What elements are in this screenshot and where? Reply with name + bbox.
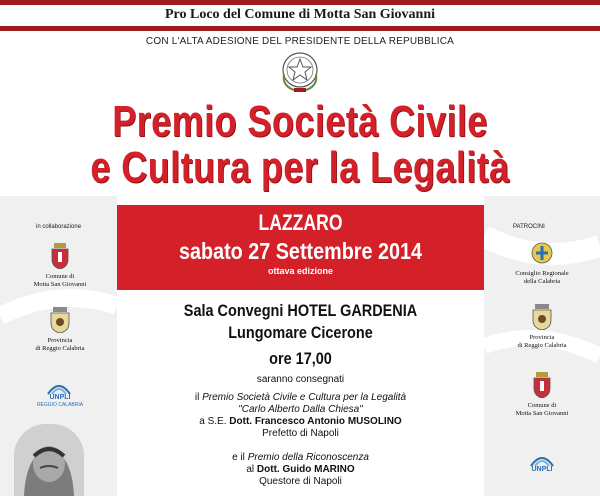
event-time: ore 17,00 bbox=[269, 349, 332, 368]
award-2-role: Questore di Napoli bbox=[259, 476, 342, 487]
left-crest-caption-2: Motta San Giovanni bbox=[33, 281, 87, 288]
award-2-recipient-line bbox=[117, 464, 484, 475]
portrait-photo bbox=[14, 424, 84, 496]
event-place: LAZZARO bbox=[258, 210, 343, 235]
right-comune-caption-2: Motta San Giovanni bbox=[515, 410, 569, 417]
award-2-prefix: e il bbox=[232, 452, 245, 463]
coat-of-arms-icon bbox=[49, 307, 71, 333]
venue-line-2: Lungomare Cicerone bbox=[228, 323, 373, 342]
venue-line-1: Sala Convegni HOTEL GARDENIA bbox=[183, 301, 418, 320]
award-1-to: a S.E. bbox=[199, 416, 227, 427]
award-2-to: al bbox=[246, 464, 255, 475]
award-1-line bbox=[117, 392, 484, 403]
award-1-name: Premio Società Civile e Cultura per la Legalità bbox=[202, 392, 407, 403]
right-region-caption-1: Consiglio Regionale bbox=[515, 270, 569, 277]
coat-of-arms-icon bbox=[531, 304, 553, 330]
coat-of-arms-icon bbox=[50, 243, 70, 269]
event-edition: ottava edizione bbox=[267, 266, 333, 276]
organizer-banner bbox=[0, 0, 600, 31]
award-2-name: Premio della Riconoscenza bbox=[247, 452, 369, 463]
left-unpli-caption-2: REGGIO CALABRIA bbox=[36, 402, 84, 408]
left-province-caption-1: Provincia bbox=[47, 337, 73, 344]
right-unpli-caption-1: UNPLI bbox=[531, 466, 553, 473]
coat-of-arms-icon bbox=[532, 372, 552, 398]
right-region-caption-2: della Calabria bbox=[523, 278, 561, 285]
title-line-1: Premio Società Civile bbox=[112, 97, 488, 146]
award-1-recipient: Dott. Francesco Antonio MUSOLINO bbox=[229, 416, 402, 427]
patronage-line: CON L'ALTA ADESIONE DEL PRESIDENTE DELLA REPUBBLICA bbox=[145, 36, 455, 47]
left-crest-caption-1: Comune di bbox=[45, 273, 75, 280]
collaboration-label: in collaborazione bbox=[36, 224, 82, 230]
awards-intro: saranno consegnati bbox=[256, 374, 345, 385]
award-1-recipient-line bbox=[117, 416, 484, 427]
right-province-caption-1: Provincia bbox=[529, 334, 555, 341]
award-2-line bbox=[117, 452, 484, 463]
coat-of-arms-icon bbox=[531, 240, 553, 266]
italian-republic-emblem-icon bbox=[278, 48, 322, 94]
event-date: sabato 27 Settembre 2014 bbox=[178, 238, 422, 264]
right-comune-caption-1: Comune di bbox=[527, 402, 557, 409]
award-1-subtitle: "Carlo Alberto Dalla Chiesa" bbox=[238, 404, 363, 415]
patronage-label: PATROCINI bbox=[513, 224, 545, 230]
award-1-prefix: il bbox=[194, 392, 200, 403]
award-2-recipient: Dott. Guido MARINO bbox=[256, 464, 355, 475]
title-line-2: e Cultura per la Legalità bbox=[90, 143, 510, 192]
left-province-caption-2: di Reggio Calabria bbox=[35, 345, 85, 352]
award-1-role: Prefetto di Napoli bbox=[262, 428, 339, 439]
left-unpli-caption-1: UNPLI bbox=[49, 394, 71, 401]
organizer-text: Pro Loco del Comune di Motta San Giovanni bbox=[164, 7, 436, 22]
right-province-caption-2: di Reggio Calabria bbox=[517, 342, 567, 349]
